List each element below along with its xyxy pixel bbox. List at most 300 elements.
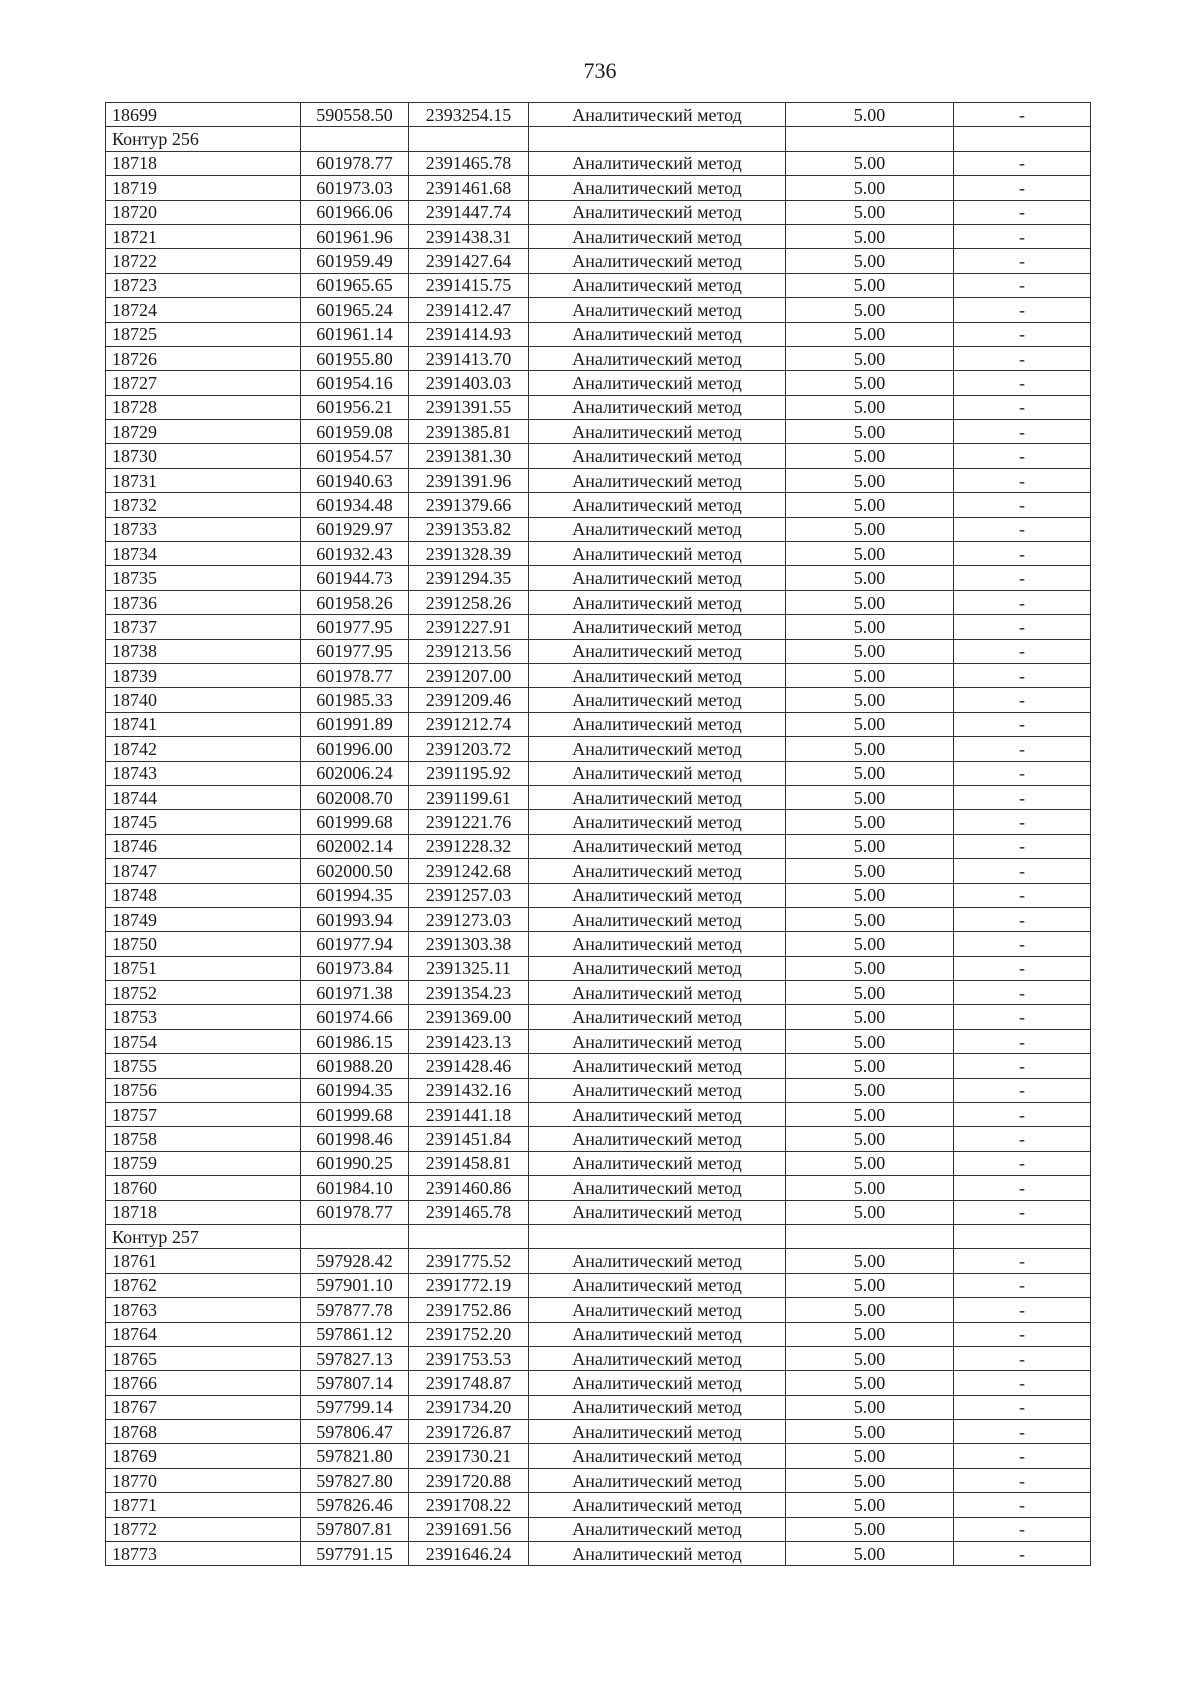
error-cell: 5.00: [786, 1054, 954, 1078]
error-cell: 5.00: [786, 1346, 954, 1370]
table-row: [106, 615, 1091, 639]
note-cell: -: [954, 981, 1091, 1005]
section-label: Контур 256: [106, 127, 301, 151]
section-label: Контур 257: [106, 1224, 301, 1248]
method-cell: Аналитический метод: [529, 1298, 786, 1322]
table-row: [106, 395, 1091, 419]
point-id-cell: 18764: [106, 1322, 301, 1346]
error-cell: 5.00: [786, 1200, 954, 1224]
y-coordinate-cell: 2391391.96: [409, 468, 529, 492]
method-cell: Аналитический метод: [529, 1493, 786, 1517]
note-cell: -: [954, 1395, 1091, 1419]
point-id-cell: 18772: [106, 1517, 301, 1541]
point-id-cell: 18733: [106, 517, 301, 541]
table-row: [106, 1395, 1091, 1419]
y-coordinate-cell: 2391465.78: [409, 151, 529, 175]
section-row: [106, 1224, 1091, 1248]
y-coordinate-cell: 2391752.86: [409, 1298, 529, 1322]
coordinates-table-body: [106, 103, 1091, 1566]
x-coordinate-cell: 601961.14: [301, 322, 409, 346]
table-row: [106, 103, 1091, 127]
point-id-cell: 18760: [106, 1176, 301, 1200]
y-coordinate-cell: 2391775.52: [409, 1249, 529, 1273]
table-row: [106, 907, 1091, 931]
point-id-cell: 18769: [106, 1444, 301, 1468]
y-coordinate-cell: 2391414.93: [409, 322, 529, 346]
empty-cell: [786, 1224, 954, 1248]
empty-cell: [301, 127, 409, 151]
error-cell: 5.00: [786, 517, 954, 541]
method-cell: Аналитический метод: [529, 712, 786, 736]
table-row: [106, 859, 1091, 883]
x-coordinate-cell: 601990.25: [301, 1151, 409, 1175]
point-id-cell: 18742: [106, 737, 301, 761]
method-cell: Аналитический метод: [529, 1176, 786, 1200]
method-cell: Аналитический метод: [529, 517, 786, 541]
method-cell: Аналитический метод: [529, 883, 786, 907]
x-coordinate-cell: 601994.35: [301, 883, 409, 907]
table-row: [106, 956, 1091, 980]
table-row: [106, 176, 1091, 200]
table-row: [106, 981, 1091, 1005]
x-coordinate-cell: 601991.89: [301, 712, 409, 736]
note-cell: -: [954, 322, 1091, 346]
error-cell: 5.00: [786, 639, 954, 663]
method-cell: Аналитический метод: [529, 103, 786, 127]
error-cell: 5.00: [786, 785, 954, 809]
table-row: [106, 761, 1091, 785]
method-cell: Аналитический метод: [529, 932, 786, 956]
x-coordinate-cell: 597821.80: [301, 1444, 409, 1468]
table-row: [106, 932, 1091, 956]
table-row: [106, 151, 1091, 175]
note-cell: -: [954, 151, 1091, 175]
x-coordinate-cell: 597928.42: [301, 1249, 409, 1273]
error-cell: 5.00: [786, 1468, 954, 1492]
method-cell: Аналитический метод: [529, 1322, 786, 1346]
table-row: [106, 200, 1091, 224]
note-cell: -: [954, 200, 1091, 224]
error-cell: 5.00: [786, 542, 954, 566]
x-coordinate-cell: 602000.50: [301, 859, 409, 883]
note-cell: -: [954, 1322, 1091, 1346]
point-id-cell: 18729: [106, 420, 301, 444]
error-cell: 5.00: [786, 859, 954, 883]
note-cell: -: [954, 615, 1091, 639]
x-coordinate-cell: 601966.06: [301, 200, 409, 224]
y-coordinate-cell: 2391646.24: [409, 1542, 529, 1566]
note-cell: -: [954, 298, 1091, 322]
note-cell: -: [954, 956, 1091, 980]
table-row: [106, 590, 1091, 614]
coordinates-table: [105, 102, 1091, 1566]
point-id-cell: 18753: [106, 1005, 301, 1029]
error-cell: 5.00: [786, 1420, 954, 1444]
y-coordinate-cell: 2391413.70: [409, 346, 529, 370]
y-coordinate-cell: 2391391.55: [409, 395, 529, 419]
table-row: [106, 1322, 1091, 1346]
note-cell: -: [954, 517, 1091, 541]
method-cell: Аналитический метод: [529, 1127, 786, 1151]
note-cell: -: [954, 371, 1091, 395]
y-coordinate-cell: 2391195.92: [409, 761, 529, 785]
table-row: [106, 810, 1091, 834]
y-coordinate-cell: 2391427.64: [409, 249, 529, 273]
error-cell: 5.00: [786, 907, 954, 931]
note-cell: -: [954, 566, 1091, 590]
note-cell: -: [954, 1468, 1091, 1492]
x-coordinate-cell: 601954.57: [301, 444, 409, 468]
error-cell: 5.00: [786, 688, 954, 712]
x-coordinate-cell: 601973.84: [301, 956, 409, 980]
point-id-cell: 18723: [106, 273, 301, 297]
error-cell: 5.00: [786, 737, 954, 761]
y-coordinate-cell: 2391753.53: [409, 1346, 529, 1370]
note-cell: -: [954, 1054, 1091, 1078]
method-cell: Аналитический метод: [529, 1005, 786, 1029]
point-id-cell: 18743: [106, 761, 301, 785]
method-cell: Аналитический метод: [529, 1103, 786, 1127]
y-coordinate-cell: 2391257.03: [409, 883, 529, 907]
error-cell: 5.00: [786, 615, 954, 639]
y-coordinate-cell: 2391415.75: [409, 273, 529, 297]
method-cell: Аналитический метод: [529, 371, 786, 395]
method-cell: Аналитический метод: [529, 395, 786, 419]
point-id-cell: 18750: [106, 932, 301, 956]
method-cell: Аналитический метод: [529, 810, 786, 834]
method-cell: Аналитический метод: [529, 1249, 786, 1273]
error-cell: 5.00: [786, 1078, 954, 1102]
method-cell: Аналитический метод: [529, 981, 786, 1005]
point-id-cell: 18767: [106, 1395, 301, 1419]
table-row: [106, 1468, 1091, 1492]
note-cell: -: [954, 639, 1091, 663]
note-cell: -: [954, 444, 1091, 468]
table-row: [106, 322, 1091, 346]
error-cell: 5.00: [786, 810, 954, 834]
error-cell: 5.00: [786, 1005, 954, 1029]
x-coordinate-cell: 597807.14: [301, 1371, 409, 1395]
point-id-cell: 18770: [106, 1468, 301, 1492]
y-coordinate-cell: 2391199.61: [409, 785, 529, 809]
y-coordinate-cell: 2391381.30: [409, 444, 529, 468]
point-id-cell: 18761: [106, 1249, 301, 1273]
point-id-cell: 18741: [106, 712, 301, 736]
x-coordinate-cell: 601940.63: [301, 468, 409, 492]
point-id-cell: 18751: [106, 956, 301, 980]
error-cell: 5.00: [786, 371, 954, 395]
x-coordinate-cell: 597806.47: [301, 1420, 409, 1444]
method-cell: Аналитический метод: [529, 1420, 786, 1444]
table-row: [106, 468, 1091, 492]
empty-cell: [409, 1224, 529, 1248]
point-id-cell: 18727: [106, 371, 301, 395]
point-id-cell: 18737: [106, 615, 301, 639]
method-cell: Аналитический метод: [529, 1078, 786, 1102]
method-cell: Аналитический метод: [529, 785, 786, 809]
note-cell: -: [954, 663, 1091, 687]
point-id-cell: 18765: [106, 1346, 301, 1370]
method-cell: Аналитический метод: [529, 176, 786, 200]
method-cell: Аналитический метод: [529, 444, 786, 468]
empty-cell: [954, 1224, 1091, 1248]
point-id-cell: 18730: [106, 444, 301, 468]
error-cell: 5.00: [786, 956, 954, 980]
table-row: [106, 1176, 1091, 1200]
method-cell: Аналитический метод: [529, 956, 786, 980]
table-row: [106, 346, 1091, 370]
error-cell: 5.00: [786, 761, 954, 785]
table-row: [106, 834, 1091, 858]
method-cell: Аналитический метод: [529, 859, 786, 883]
table-row: [106, 444, 1091, 468]
error-cell: 5.00: [786, 1542, 954, 1566]
note-cell: -: [954, 1273, 1091, 1297]
error-cell: 5.00: [786, 395, 954, 419]
x-coordinate-cell: 597791.15: [301, 1542, 409, 1566]
point-id-cell: 18755: [106, 1054, 301, 1078]
table-row: [106, 883, 1091, 907]
note-cell: -: [954, 1029, 1091, 1053]
note-cell: -: [954, 737, 1091, 761]
error-cell: 5.00: [786, 298, 954, 322]
y-coordinate-cell: 2391354.23: [409, 981, 529, 1005]
x-coordinate-cell: 597799.14: [301, 1395, 409, 1419]
note-cell: -: [954, 1298, 1091, 1322]
x-coordinate-cell: 601956.21: [301, 395, 409, 419]
point-id-cell: 18763: [106, 1298, 301, 1322]
point-id-cell: 18744: [106, 785, 301, 809]
x-coordinate-cell: 601959.49: [301, 249, 409, 273]
point-id-cell: 18724: [106, 298, 301, 322]
method-cell: Аналитический метод: [529, 249, 786, 273]
method-cell: Аналитический метод: [529, 420, 786, 444]
x-coordinate-cell: 601965.24: [301, 298, 409, 322]
method-cell: Аналитический метод: [529, 1200, 786, 1224]
method-cell: Аналитический метод: [529, 907, 786, 931]
x-coordinate-cell: 597861.12: [301, 1322, 409, 1346]
error-cell: 5.00: [786, 1298, 954, 1322]
point-id-cell: 18746: [106, 834, 301, 858]
table-row: [106, 785, 1091, 809]
y-coordinate-cell: 2391294.35: [409, 566, 529, 590]
method-cell: Аналитический метод: [529, 663, 786, 687]
note-cell: -: [954, 688, 1091, 712]
y-coordinate-cell: 2391458.81: [409, 1151, 529, 1175]
y-coordinate-cell: 2391273.03: [409, 907, 529, 931]
x-coordinate-cell: 601965.65: [301, 273, 409, 297]
error-cell: 5.00: [786, 322, 954, 346]
note-cell: -: [954, 590, 1091, 614]
x-coordinate-cell: 601974.66: [301, 1005, 409, 1029]
note-cell: -: [954, 761, 1091, 785]
method-cell: Аналитический метод: [529, 1151, 786, 1175]
point-id-cell: 18749: [106, 907, 301, 931]
point-id-cell: 18747: [106, 859, 301, 883]
empty-cell: [529, 127, 786, 151]
error-cell: 5.00: [786, 1493, 954, 1517]
table-row: [106, 566, 1091, 590]
error-cell: 5.00: [786, 1249, 954, 1273]
error-cell: 5.00: [786, 224, 954, 248]
table-row: [106, 688, 1091, 712]
point-id-cell: 18721: [106, 224, 301, 248]
method-cell: Аналитический метод: [529, 761, 786, 785]
error-cell: 5.00: [786, 834, 954, 858]
y-coordinate-cell: 2391441.18: [409, 1103, 529, 1127]
point-id-cell: 18758: [106, 1127, 301, 1151]
point-id-cell: 18762: [106, 1273, 301, 1297]
error-cell: 5.00: [786, 883, 954, 907]
error-cell: 5.00: [786, 712, 954, 736]
point-id-cell: 18752: [106, 981, 301, 1005]
point-id-cell: 18773: [106, 1542, 301, 1566]
method-cell: Аналитический метод: [529, 493, 786, 517]
table-row: [106, 1371, 1091, 1395]
note-cell: -: [954, 1103, 1091, 1127]
x-coordinate-cell: 601998.46: [301, 1127, 409, 1151]
method-cell: Аналитический метод: [529, 1273, 786, 1297]
y-coordinate-cell: 2391242.68: [409, 859, 529, 883]
section-row: [106, 127, 1091, 151]
y-coordinate-cell: 2391325.11: [409, 956, 529, 980]
y-coordinate-cell: 2391369.00: [409, 1005, 529, 1029]
error-cell: 5.00: [786, 1395, 954, 1419]
point-id-cell: 18734: [106, 542, 301, 566]
table-row: [106, 663, 1091, 687]
y-coordinate-cell: 2391460.86: [409, 1176, 529, 1200]
point-id-cell: 18759: [106, 1151, 301, 1175]
table-row: [106, 542, 1091, 566]
x-coordinate-cell: 601944.73: [301, 566, 409, 590]
point-id-cell: 18766: [106, 1371, 301, 1395]
error-cell: 5.00: [786, 468, 954, 492]
note-cell: -: [954, 103, 1091, 127]
note-cell: -: [954, 346, 1091, 370]
point-id-cell: 18768: [106, 1420, 301, 1444]
x-coordinate-cell: 597877.78: [301, 1298, 409, 1322]
note-cell: -: [954, 1542, 1091, 1566]
note-cell: -: [954, 907, 1091, 931]
error-cell: 5.00: [786, 1176, 954, 1200]
method-cell: Аналитический метод: [529, 1517, 786, 1541]
method-cell: Аналитический метод: [529, 639, 786, 663]
y-coordinate-cell: 2391432.16: [409, 1078, 529, 1102]
point-id-cell: 18725: [106, 322, 301, 346]
note-cell: -: [954, 859, 1091, 883]
point-id-cell: 18718: [106, 1200, 301, 1224]
point-id-cell: 18731: [106, 468, 301, 492]
table-row: [106, 1493, 1091, 1517]
point-id-cell: 18771: [106, 1493, 301, 1517]
table-row: [106, 1273, 1091, 1297]
note-cell: -: [954, 810, 1091, 834]
x-coordinate-cell: 601978.77: [301, 663, 409, 687]
method-cell: Аналитический метод: [529, 1054, 786, 1078]
y-coordinate-cell: 2391438.31: [409, 224, 529, 248]
x-coordinate-cell: 601984.10: [301, 1176, 409, 1200]
note-cell: -: [954, 1005, 1091, 1029]
method-cell: Аналитический метод: [529, 273, 786, 297]
error-cell: 5.00: [786, 981, 954, 1005]
note-cell: -: [954, 785, 1091, 809]
point-id-cell: 18699: [106, 103, 301, 127]
y-coordinate-cell: 2391379.66: [409, 493, 529, 517]
error-cell: 5.00: [786, 932, 954, 956]
y-coordinate-cell: 2391748.87: [409, 1371, 529, 1395]
note-cell: -: [954, 176, 1091, 200]
method-cell: Аналитический метод: [529, 615, 786, 639]
error-cell: 5.00: [786, 1151, 954, 1175]
x-coordinate-cell: 597827.80: [301, 1468, 409, 1492]
note-cell: -: [954, 468, 1091, 492]
table-row: [106, 1029, 1091, 1053]
note-cell: -: [954, 1200, 1091, 1224]
error-cell: 5.00: [786, 590, 954, 614]
point-id-cell: 18757: [106, 1103, 301, 1127]
y-coordinate-cell: 2391258.26: [409, 590, 529, 614]
table-row: [106, 1346, 1091, 1370]
note-cell: -: [954, 712, 1091, 736]
point-id-cell: 18740: [106, 688, 301, 712]
point-id-cell: 18736: [106, 590, 301, 614]
note-cell: -: [954, 1420, 1091, 1444]
y-coordinate-cell: 2391213.56: [409, 639, 529, 663]
error-cell: 5.00: [786, 1127, 954, 1151]
empty-cell: [301, 1224, 409, 1248]
y-coordinate-cell: 2391328.39: [409, 542, 529, 566]
y-coordinate-cell: 2391385.81: [409, 420, 529, 444]
page-number: 736: [583, 58, 617, 83]
point-id-cell: 18745: [106, 810, 301, 834]
x-coordinate-cell: 601971.38: [301, 981, 409, 1005]
point-id-cell: 18756: [106, 1078, 301, 1102]
x-coordinate-cell: 601999.68: [301, 1103, 409, 1127]
error-cell: 5.00: [786, 420, 954, 444]
note-cell: -: [954, 1444, 1091, 1468]
empty-cell: [954, 127, 1091, 151]
x-coordinate-cell: 601988.20: [301, 1054, 409, 1078]
y-coordinate-cell: 2391228.32: [409, 834, 529, 858]
table-row: [106, 737, 1091, 761]
table-row: [106, 1249, 1091, 1273]
note-cell: -: [954, 249, 1091, 273]
error-cell: 5.00: [786, 493, 954, 517]
y-coordinate-cell: 2391772.19: [409, 1273, 529, 1297]
error-cell: 5.00: [786, 1371, 954, 1395]
error-cell: 5.00: [786, 1322, 954, 1346]
x-coordinate-cell: 601959.08: [301, 420, 409, 444]
method-cell: Аналитический метод: [529, 322, 786, 346]
table-row: [106, 1078, 1091, 1102]
y-coordinate-cell: 2391303.38: [409, 932, 529, 956]
table-row: [106, 712, 1091, 736]
method-cell: Аналитический метод: [529, 542, 786, 566]
note-cell: -: [954, 1078, 1091, 1102]
y-coordinate-cell: 2391730.21: [409, 1444, 529, 1468]
method-cell: Аналитический метод: [529, 834, 786, 858]
table-row: [106, 273, 1091, 297]
x-coordinate-cell: 602002.14: [301, 834, 409, 858]
note-cell: -: [954, 883, 1091, 907]
table-row: [106, 371, 1091, 395]
x-coordinate-cell: 601999.68: [301, 810, 409, 834]
method-cell: Аналитический метод: [529, 298, 786, 322]
x-coordinate-cell: 601985.33: [301, 688, 409, 712]
table-row: [106, 1054, 1091, 1078]
point-id-cell: 18739: [106, 663, 301, 687]
y-coordinate-cell: 2391691.56: [409, 1517, 529, 1541]
